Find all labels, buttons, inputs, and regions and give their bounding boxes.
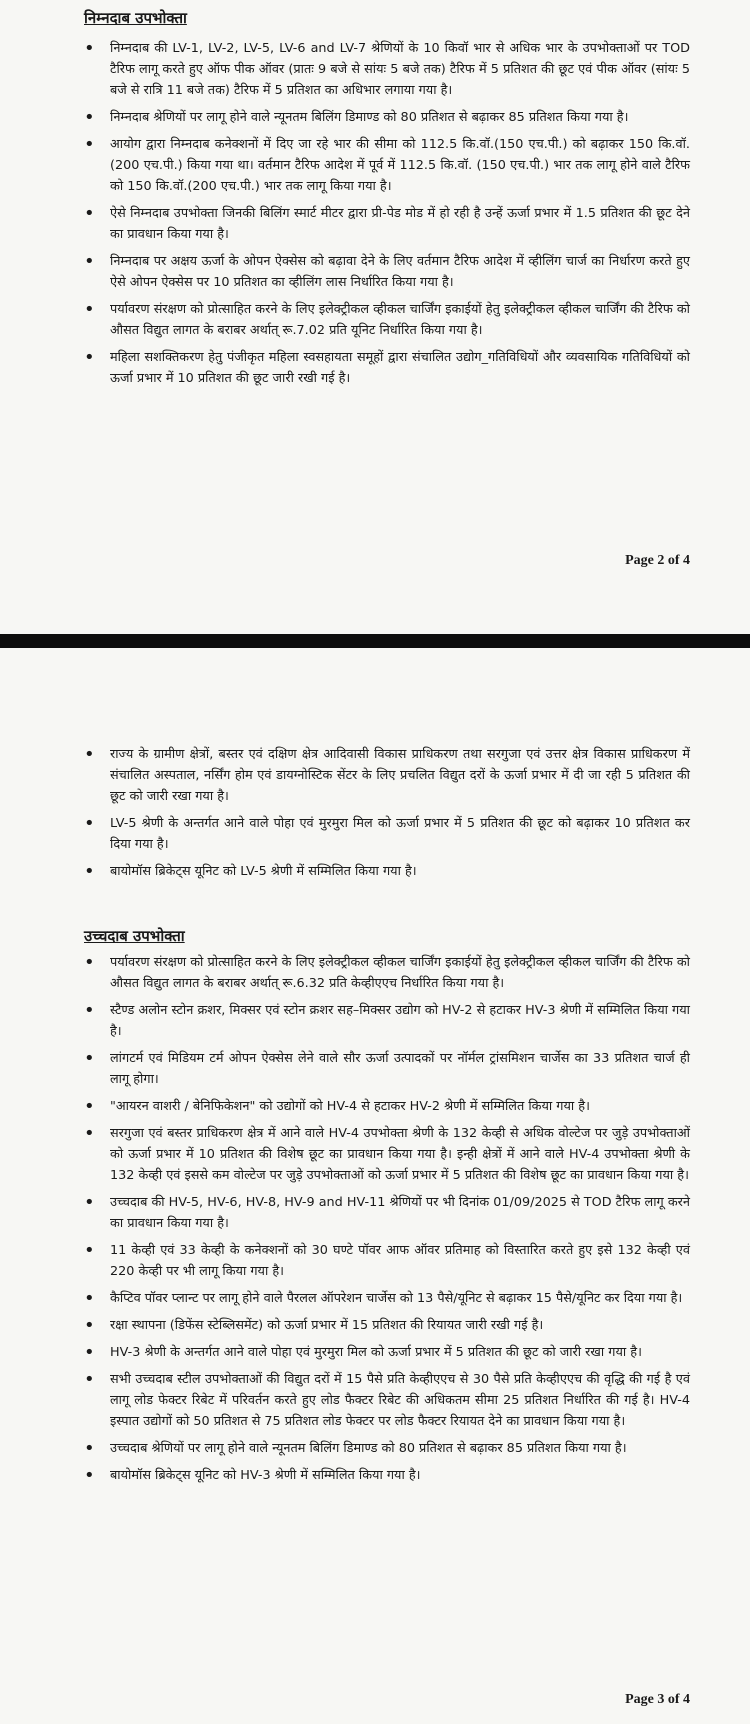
list-item: • उच्चदाब की HV-5, HV-6, HV-8, HV-9 and HV-11 श्रेणियों पर भी दिनांक 01/09/2025 से TOD टैरिफ लागू करने का प्रावधान किया गया है। <box>84 1192 690 1234</box>
list-item: • सरगुजा एवं बस्तर प्राधिकरण क्षेत्र में आने वाले HV-4 उपभोक्ता श्रेणी के 132 केव्ही से अधिक वोल्टेज पर जुड़े उपभोक्ताओं को ऊर्जा प्रभार में 10 प्रतिशत की विशेष छूट का प्रावधान किया गया है। इन्ही क्षेत्रों में आने वाले HV-4 उपभोक्ता श्रेणी के 132 केव्ही एवं इससे कम वोल्टेज पर जुड़े उपभोक्ताओं को ऊर्जा प्रभार में 5 प्रतिशत की विशेष छूट का प्रावधान किया गया है। <box>84 1123 690 1186</box>
high-tension-bullet-list <box>84 952 690 1492</box>
list-item: • कैप्टिव पॉवर प्लान्ट पर लागू होने वाले पैरलल ऑपरेशन चार्जेस को 13 पैसे/यूनिट से बढ़ाकर 15 पैसे/यूनिट कर दिया गया है। <box>84 1288 690 1309</box>
page-separator <box>0 634 750 648</box>
list-item: • बायोमॉस ब्रिकेट्स यूनिट को LV-5 श्रेणी में सम्मिलित किया गया है। <box>84 861 690 882</box>
list-item: • सभी उच्चदाब स्टील उपभोक्ताओं की विद्युत दरों में 15 पैसे प्रति केव्हीएएच से 30 पैसे प्रति केव्हीएएच की वृद्धि की गई है एवं लागू लोड फेक्टर रिबेट में परिवर्तन करते हुए लोड फैक्टर रिबेट की अधिकतम सीमा 25 प्रतिशत निर्धारित की गई है। HV-4 इस्पात उद्योगों को 50 प्रतिशत से 75 प्रतिशत लोड फेक्टर पर लोड फैक्टर रियायत देने का प्रावधान किया गया है। <box>84 1369 690 1432</box>
list-item: • राज्य के ग्रामीण क्षेत्रों, बस्तर एवं दक्षिण क्षेत्र आदिवासी विकास प्राधिकरण तथा सरगुजा एवं उत्तर क्षेत्र विकास प्राधिकरण में संचालित अस्पताल, नर्सिंग होम एवं डायग्नोस्टिक सेंटर के लिए प्रचलित विद्युत दरों के ऊर्जा प्रभार में दी जा रही 5 प्रतिशत की छूट को जारी रखा गया है। <box>84 744 690 807</box>
list-item: • रक्षा स्थापना (डिफेंस स्टेब्लिसमेंट) को ऊर्जा प्रभार में 15 प्रतिशत की रियायत जारी रखी गई है। <box>84 1315 690 1336</box>
page-number: Page 2 of 4 <box>625 553 690 568</box>
list-item: • निम्नदाब की LV-1, LV-2, LV-5, LV-6 and LV-7 श्रेणियों के 10 किवॉ भार से अधिक भार के उपभोक्ताओं पर TOD टैरिफ लागू करते हुए ऑफ पीक ऑवर (प्रातः 9 बजे से सांयः 5 बजे तक) टैरिफ में 5 प्रतिशत की छूट एवं पीक ऑवर (सांयः 5 बजे से रात्रि 11 बजे तक) टैरिफ में 5 प्रतिशत का अधिभार लगाया गया है। <box>84 38 690 101</box>
list-item: • ऐसे निम्नदाब उपभोक्ता जिनकी बिलिंग स्मार्ट मीटर द्वारा प्री-पेड मोड में हो रही है उन्हें ऊर्जा प्रभार में 1.5 प्रतिशत की छूट देने का प्रावधान किया गया है। <box>84 203 690 245</box>
list-item: • HV-3 श्रेणी के अन्तर्गत आने वाले पोहा एवं मुरमुरा मिल को ऊर्जा प्रभार में 5 प्रतिशत की छूट को जारी रखा गया है। <box>84 1342 690 1363</box>
list-item: • लांगटर्म एवं मिडियम टर्म ओपन ऐक्सेस लेने वाले सौर ऊर्जा उत्पादकों पर नॉर्मल ट्रांसमिशन चार्जेस का 33 प्रतिशत चार्ज ही लागू होगा। <box>84 1048 690 1090</box>
document-page-2 <box>0 0 750 634</box>
list-item: • निम्नदाब पर अक्षय ऊर्जा के ओपन ऐक्सेस को बढ़ावा देने के लिए वर्तमान टैरिफ आदेश में व्हीलिंग चार्ज का निर्धारण करते हुए ऐसे ओपन ऐक्सेस पर 10 प्रतिशत का व्हीलिंग लास निर्धारित किया गया है। <box>84 251 690 293</box>
list-item: • पर्यावरण संरक्षण को प्रोत्साहित करने के लिए इलेक्ट्रीकल व्हीकल चार्जिंग इकाईयों हेतु इलेक्ट्रीकल व्हीकल चार्जिंग की टैरिफ को औसत विद्युत लागत के बराबर अर्थात् रू.7.02 प्रति यूनिट निर्धारित किया गया है। <box>84 299 690 341</box>
list-item: • "आयरन वाशरी / बेनिफिकेशन" को उद्योगों को HV-4 से हटाकर HV-2 श्रेणी में सम्मिलित किया गया है। <box>84 1096 690 1117</box>
list-item: • 11 केव्ही एवं 33 केव्ही के कनेक्शनों को 30 घण्टे पॉवर आफ ऑवर प्रतिमाह को विस्तारित करते हुए इसे 132 केव्ही एवं 220 केव्ही पर भी लागू किया गया है। <box>84 1240 690 1282</box>
list-item: • LV-5 श्रेणी के अन्तर्गत आने वाले पोहा एवं मुरमुरा मिल को ऊर्जा प्रभार में 5 प्रतिशत की छूट को बढ़ाकर 10 प्रतिशत कर दिया गया है। <box>84 813 690 855</box>
list-item: • बायोमॉस ब्रिकेट्स यूनिट को HV-3 श्रेणी में सम्मिलित किया गया है। <box>84 1465 690 1486</box>
document-page-3 <box>0 648 750 1724</box>
list-item: • महिला सशक्तिकरण हेतु पंजीकृत महिला स्वसहायता समूहों द्वारा संचालित उद्योग_गतिविधियों और व्यवसायिक गतिविधियों को ऊर्जा प्रभार में 10 प्रतिशत की छूट जारी रखी गई है। <box>84 347 690 389</box>
section-heading-low-tension: निम्नदाब उपभोक्ता <box>84 9 187 27</box>
low-tension-bullet-list <box>84 38 690 395</box>
low-tension-continued-list <box>84 744 690 888</box>
page-number: Page 3 of 4 <box>625 1692 690 1707</box>
list-item: • आयोग द्वारा निम्नदाब कनेक्शनों में दिए जा रहे भार की सीमा को 112.5 कि.वॉ.(150 एच.पी.) को बढ़ाकर 150 कि.वॉ.(200 एच.पी.) किया गया था। वर्तमान टैरिफ आदेश में पूर्व में 112.5 कि.वॉ. (150 एच.पी.) भार तक लागू होने वाले टैरिफ को 150 कि.वॉ.(200 एच.पी.) भार तक लागू किया गया है। <box>84 134 690 197</box>
list-item: • निम्नदाब श्रेणियों पर लागू होने वाले न्यूनतम बिलिंग डिमाण्ड को 80 प्रतिशत से बढ़ाकर 85 प्रतिशत किया गया है। <box>84 107 690 128</box>
list-item: • उच्चदाब श्रेणियों पर लागू होने वाले न्यूनतम बिलिंग डिमाण्ड को 80 प्रतिशत से बढ़ाकर 85 प्रतिशत किया गया है। <box>84 1438 690 1459</box>
section-heading-high-tension: उच्चदाब उपभोक्ता <box>84 927 185 945</box>
list-item: • स्टैण्ड अलोन स्टोन क्रशर, मिक्सर एवं स्टोन क्रशर सह–मिक्सर उद्योग को HV-2 से हटाकर HV-3 श्रेणी में सम्मिलित किया गया है। <box>84 1000 690 1042</box>
list-item: • पर्यावरण संरक्षण को प्रोत्साहित करने के लिए इलेक्ट्रीकल व्हीकल चार्जिंग इकाईयों हेतु इलेक्ट्रीकल व्हीकल चार्जिंग की टैरिफ को औसत विद्युत लागत के बराबर अर्थात् रू.6.32 प्रति केव्हीएएच निर्धारित किया गया है। <box>84 952 690 994</box>
